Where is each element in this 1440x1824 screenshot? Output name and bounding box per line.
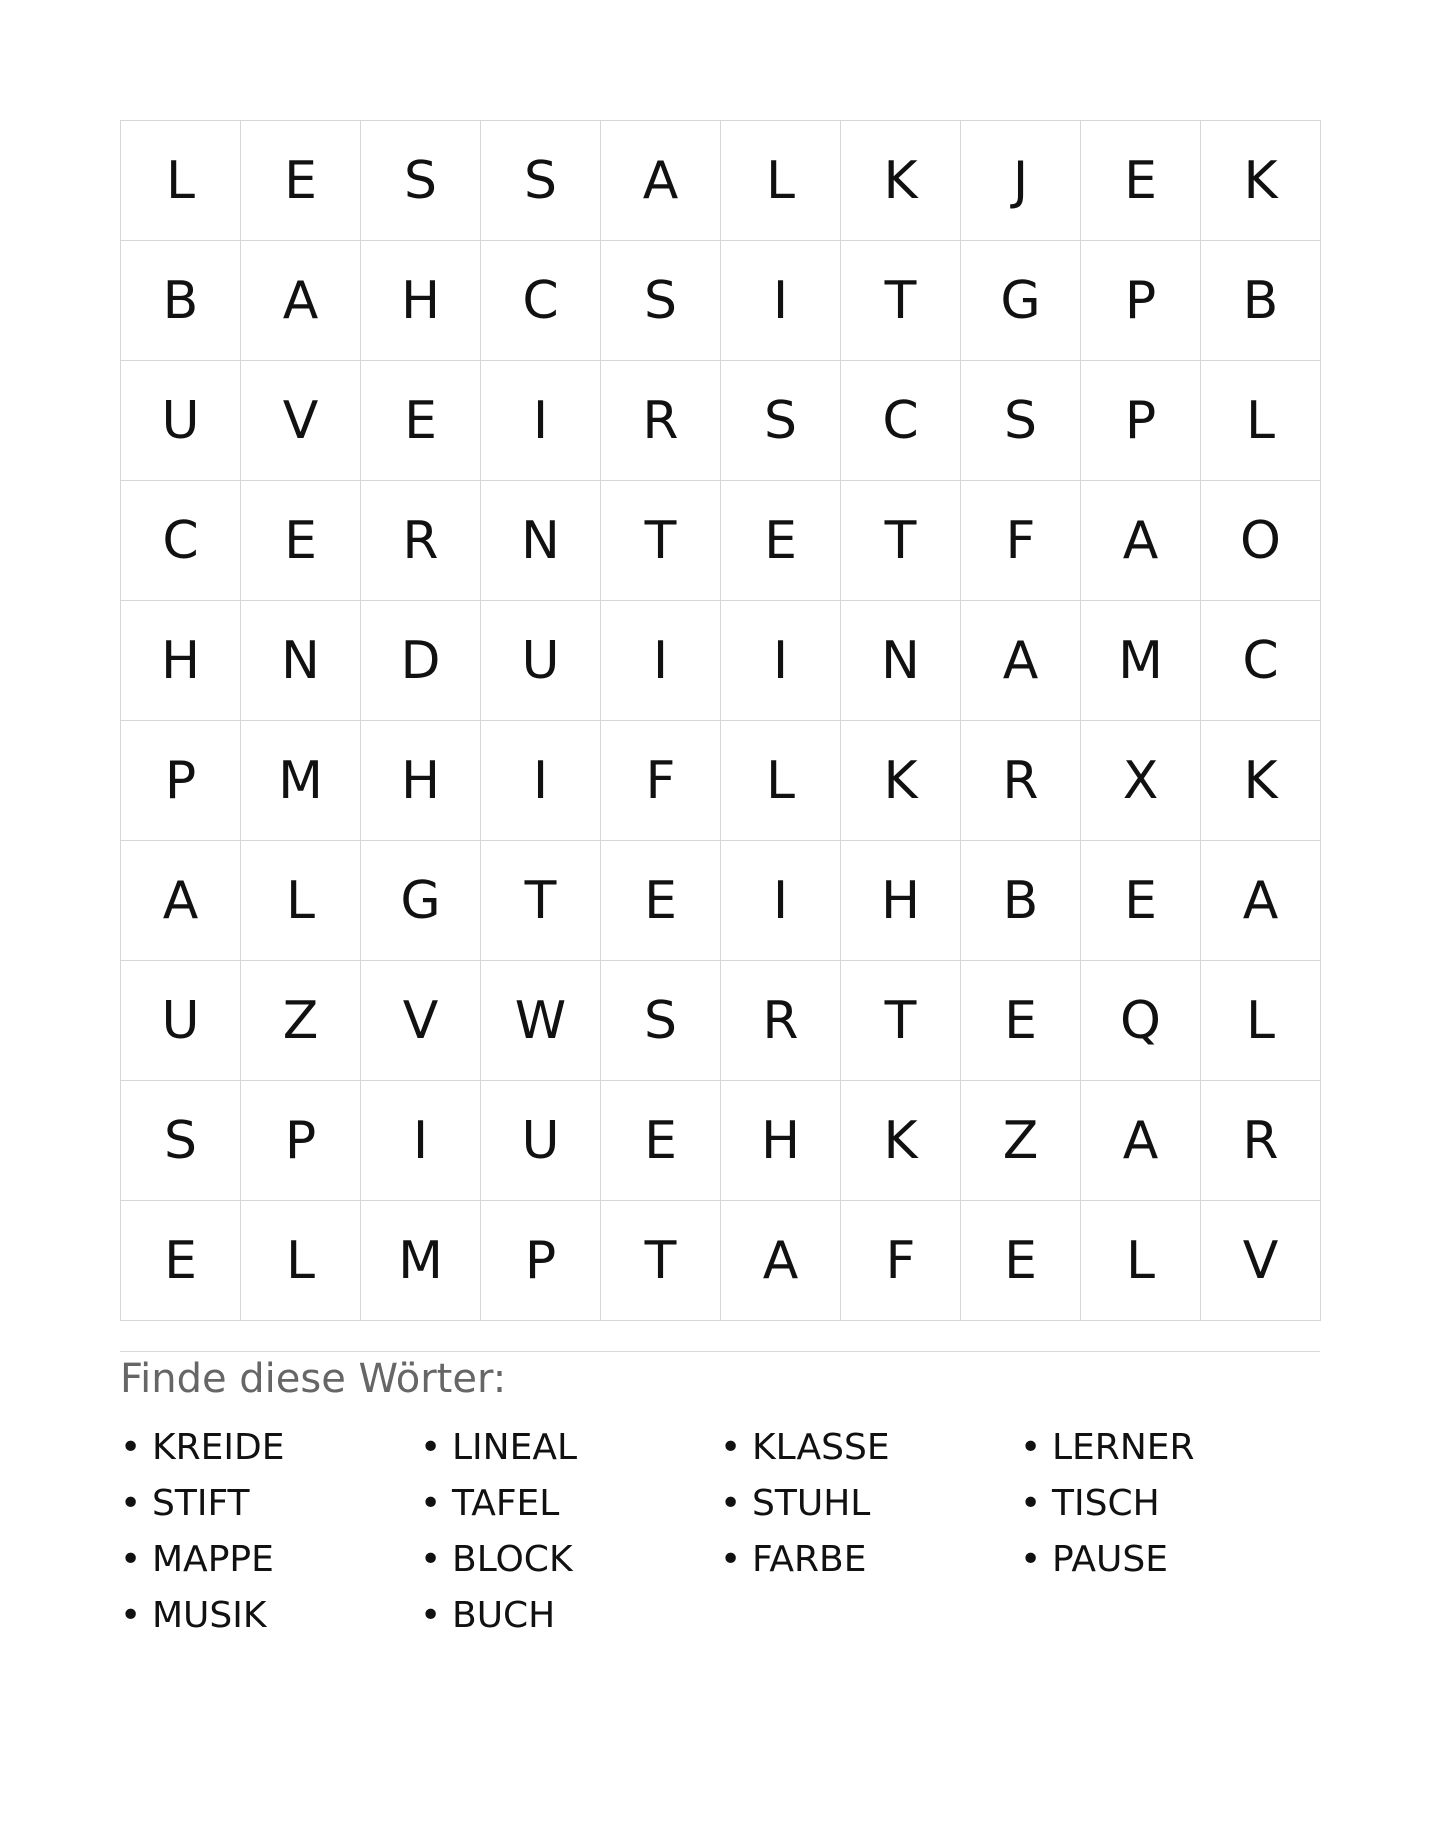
grid-cell: N [241, 601, 361, 721]
bullet-icon: • [1020, 1483, 1042, 1524]
grid-cell: H [841, 841, 961, 961]
grid-cell: A [601, 121, 721, 241]
grid-cell: C [481, 241, 601, 361]
word-list-item [720, 1532, 1020, 1588]
grid-cell: B [1201, 241, 1321, 361]
grid-cell: L [1081, 1201, 1201, 1321]
word-label: BLOCK [452, 1539, 573, 1580]
word-list-item [120, 1532, 420, 1588]
grid-cell: E [1081, 841, 1201, 961]
grid-cell: Z [961, 1081, 1081, 1201]
grid-cell: S [361, 121, 481, 241]
grid-cell: I [361, 1081, 481, 1201]
grid-cell: M [241, 721, 361, 841]
bullet-icon: • [720, 1539, 742, 1580]
grid-cell: S [121, 1081, 241, 1201]
grid-cell: P [481, 1201, 601, 1321]
letter-grid [120, 120, 1321, 1321]
grid-cell: L [241, 1201, 361, 1321]
grid-cell: H [361, 241, 481, 361]
word-list-item [420, 1588, 720, 1644]
grid-cell: I [481, 721, 601, 841]
word-label: STIFT [152, 1483, 250, 1524]
word-list-item [720, 1420, 1020, 1476]
grid-cell: E [241, 121, 361, 241]
grid-cell: S [961, 361, 1081, 481]
grid-cell: U [121, 961, 241, 1081]
grid-cell: Z [241, 961, 361, 1081]
grid-cell: L [1201, 961, 1321, 1081]
word-label: STUHL [752, 1483, 871, 1524]
grid-cell: C [841, 361, 961, 481]
grid-cell: F [601, 721, 721, 841]
word-list-item [120, 1420, 420, 1476]
word-label: LERNER [1052, 1427, 1195, 1468]
grid-cell: L [241, 841, 361, 961]
grid-cell: R [721, 961, 841, 1081]
word-label: LINEAL [452, 1427, 578, 1468]
grid-cell: I [721, 841, 841, 961]
bullet-icon: • [420, 1539, 442, 1580]
grid-cell: S [601, 241, 721, 361]
grid-cell: E [121, 1201, 241, 1321]
grid-cell: T [841, 481, 961, 601]
word-list-item [720, 1476, 1020, 1532]
bullet-icon: • [720, 1483, 742, 1524]
grid-cell: H [361, 721, 481, 841]
grid-cell: R [1201, 1081, 1321, 1201]
grid-cell: V [361, 961, 481, 1081]
grid-cell: K [841, 721, 961, 841]
word-label: PAUSE [1052, 1539, 1168, 1580]
grid-cell: U [121, 361, 241, 481]
grid-cell: A [1201, 841, 1321, 961]
bullet-icon: • [420, 1595, 442, 1636]
grid-cell: E [961, 961, 1081, 1081]
grid-cell: A [1081, 481, 1201, 601]
grid-cell: K [841, 1081, 961, 1201]
word-list-item [120, 1588, 420, 1644]
grid-cell: N [841, 601, 961, 721]
grid-cell: W [481, 961, 601, 1081]
grid-cell: J [961, 121, 1081, 241]
grid-cell: Q [1081, 961, 1201, 1081]
bullet-icon: • [1020, 1539, 1042, 1580]
grid-cell: I [721, 601, 841, 721]
grid-cell: G [361, 841, 481, 961]
grid-cell: E [601, 1081, 721, 1201]
grid-cell: T [841, 961, 961, 1081]
bullet-icon: • [120, 1539, 142, 1580]
word-list-item [1020, 1420, 1320, 1476]
grid-cell: A [721, 1201, 841, 1321]
grid-cell: D [361, 601, 481, 721]
grid-cell: K [1201, 721, 1321, 841]
grid-cell: L [721, 721, 841, 841]
bullet-icon: • [1020, 1427, 1042, 1468]
grid-cell: E [961, 1201, 1081, 1321]
grid-cell: E [1081, 121, 1201, 241]
grid-cell: F [961, 481, 1081, 601]
grid-cell: C [1201, 601, 1321, 721]
grid-cell: M [361, 1201, 481, 1321]
grid-cell: B [961, 841, 1081, 961]
grid-cell: X [1081, 721, 1201, 841]
grid-cell: S [721, 361, 841, 481]
word-list-heading: Finde diese Wörter: [120, 1356, 507, 1402]
grid-cell: T [841, 241, 961, 361]
grid-cell: S [481, 121, 601, 241]
grid-cell: K [1201, 121, 1321, 241]
grid-cell: P [241, 1081, 361, 1201]
grid-cell: O [1201, 481, 1321, 601]
word-search-page [120, 120, 1320, 1644]
grid-cell: P [121, 721, 241, 841]
grid-cell: L [721, 121, 841, 241]
word-label: MUSIK [152, 1595, 267, 1636]
bullet-icon: • [120, 1427, 142, 1468]
grid-cell: A [961, 601, 1081, 721]
grid-cell: U [481, 601, 601, 721]
grid-cell: E [361, 361, 481, 481]
grid-cell: I [601, 601, 721, 721]
bullet-icon: • [720, 1427, 742, 1468]
word-label: KLASSE [752, 1427, 890, 1468]
bullet-icon: • [420, 1427, 442, 1468]
word-label: MAPPE [152, 1539, 274, 1580]
grid-cell: N [481, 481, 601, 601]
grid-cell: I [481, 361, 601, 481]
grid-cell: E [601, 841, 721, 961]
grid-cell: T [601, 1201, 721, 1321]
grid-cell: B [121, 241, 241, 361]
word-label: FARBE [752, 1539, 867, 1580]
word-label: KREIDE [152, 1427, 285, 1468]
grid-cell: V [1201, 1201, 1321, 1321]
bullet-icon: • [420, 1483, 442, 1524]
grid-cell: T [481, 841, 601, 961]
grid-cell: M [1081, 601, 1201, 721]
bullet-icon: • [120, 1595, 142, 1636]
grid-cell: R [601, 361, 721, 481]
grid-cell: U [481, 1081, 601, 1201]
word-label: TAFEL [452, 1483, 560, 1524]
grid-cell: T [601, 481, 721, 601]
word-list-item [420, 1476, 720, 1532]
grid-cell: R [361, 481, 481, 601]
grid-cell: L [1201, 361, 1321, 481]
grid-cell: E [721, 481, 841, 601]
grid-cell: A [121, 841, 241, 961]
word-list-item [1020, 1532, 1320, 1588]
grid-cell: H [721, 1081, 841, 1201]
grid-cell: P [1081, 361, 1201, 481]
grid-cell: S [601, 961, 721, 1081]
grid-cell: I [721, 241, 841, 361]
grid-cell: A [1081, 1081, 1201, 1201]
grid-cell: F [841, 1201, 961, 1321]
grid-cell: H [121, 601, 241, 721]
word-list-item [1020, 1476, 1320, 1532]
word-label: TISCH [1052, 1483, 1160, 1524]
grid-cell: K [841, 121, 961, 241]
word-list-item [420, 1420, 720, 1476]
word-list [120, 1420, 1320, 1644]
word-list-item [420, 1532, 720, 1588]
grid-cell: A [241, 241, 361, 361]
grid-cell: G [961, 241, 1081, 361]
grid-cell: E [241, 481, 361, 601]
grid-cell: L [121, 121, 241, 241]
word-list-item [120, 1476, 420, 1532]
grid-cell: R [961, 721, 1081, 841]
word-label: BUCH [452, 1595, 556, 1636]
grid-cell: P [1081, 241, 1201, 361]
grid-cell: C [121, 481, 241, 601]
divider [120, 1351, 1320, 1352]
grid-cell: V [241, 361, 361, 481]
bullet-icon: • [120, 1483, 142, 1524]
